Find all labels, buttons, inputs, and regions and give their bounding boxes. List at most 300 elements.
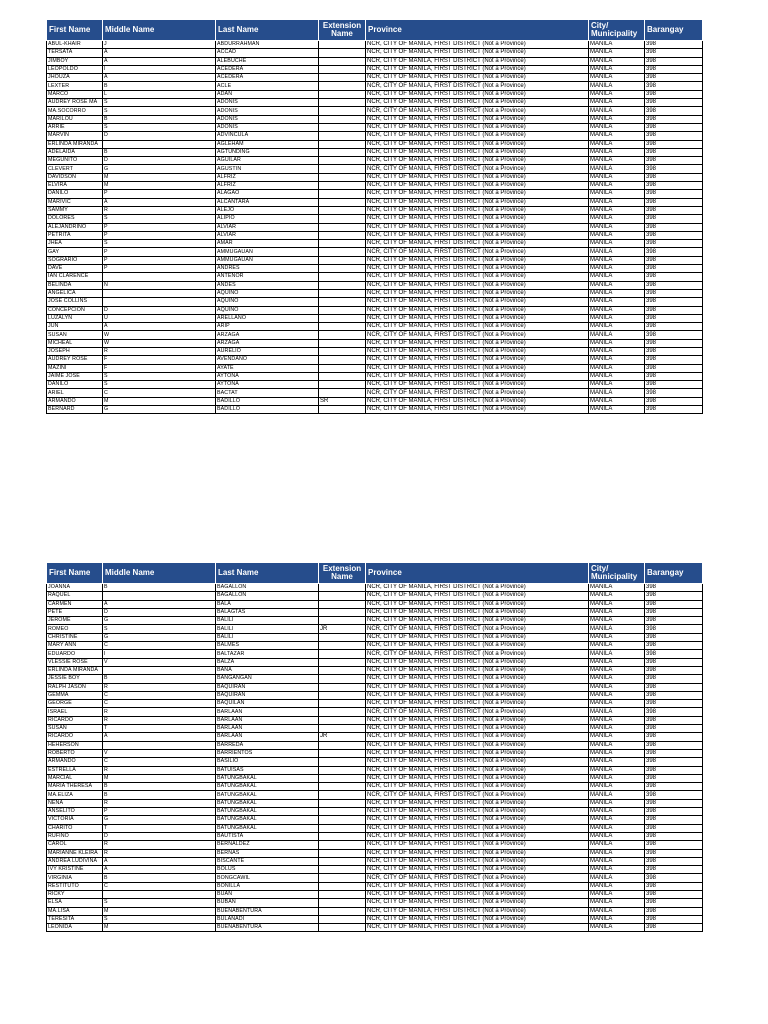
city-cell: MANILA <box>589 41 645 49</box>
extension-name-cell <box>319 65 366 73</box>
header-province: Province <box>366 563 589 584</box>
barangay-cell: 398 <box>645 123 703 131</box>
province-cell: NCR, CITY OF MANILA, FIRST DISTRICT (Not a Province) <box>366 592 589 600</box>
barangay-cell: 398 <box>645 347 703 355</box>
first-name-cell: JUN <box>47 323 103 331</box>
last-name-cell: BATUNGBAKAL <box>216 783 319 791</box>
table-row <box>47 899 703 907</box>
city-cell: MANILA <box>589 182 645 190</box>
first-name-cell: PETE <box>47 608 103 616</box>
last-name-cell: ANTENOR <box>216 273 319 281</box>
middle-name-cell <box>103 273 216 281</box>
barangay-cell: 398 <box>645 49 703 57</box>
table-row <box>47 314 703 322</box>
last-name-cell: BALAGTAS <box>216 608 319 616</box>
header-extension-name: Extension Name <box>319 20 366 41</box>
last-name-cell: BISCANTE <box>216 857 319 865</box>
city-cell: MANILA <box>589 783 645 791</box>
middle-name-cell: C <box>103 389 216 397</box>
province-cell: NCR, CITY OF MANILA, FIRST DISTRICT (Not a Province) <box>366 99 589 107</box>
province-cell: NCR, CITY OF MANILA, FIRST DISTRICT (Not a Province) <box>366 240 589 248</box>
barangay-cell: 398 <box>645 890 703 898</box>
city-cell: MANILA <box>589 658 645 666</box>
province-cell: NCR, CITY OF MANILA, FIRST DISTRICT (Not a Province) <box>366 741 589 749</box>
header-barangay: Barangay <box>645 563 703 584</box>
barangay-cell: 398 <box>645 642 703 650</box>
middle-name-cell: B <box>103 584 216 592</box>
first-name-cell: RICARDO <box>47 733 103 741</box>
last-name-cell: ARZAGA <box>216 331 319 339</box>
last-name-cell: AYATE <box>216 364 319 372</box>
first-name-cell: ANSELITO <box>47 808 103 816</box>
first-name-cell: JIMBOY <box>47 57 103 65</box>
header-province: Province <box>366 20 589 41</box>
middle-name-cell: C <box>103 758 216 766</box>
barangay-cell: 398 <box>645 808 703 816</box>
middle-name-cell: B <box>103 82 216 90</box>
last-name-cell: ALVIAR <box>216 223 319 231</box>
barangay-cell: 398 <box>645 907 703 915</box>
last-name-cell: BARRIENTOS <box>216 749 319 757</box>
last-name-cell: BARLAAN <box>216 733 319 741</box>
province-cell: NCR, CITY OF MANILA, FIRST DISTRICT (Not a Province) <box>366 625 589 633</box>
middle-name-cell: M <box>103 173 216 181</box>
first-name-cell: ROMEO <box>47 625 103 633</box>
extension-name-cell <box>319 148 366 156</box>
table-row <box>47 874 703 882</box>
middle-name-cell: M <box>103 774 216 782</box>
city-cell: MANILA <box>589 306 645 314</box>
province-cell: NCR, CITY OF MANILA, FIRST DISTRICT (Not a Province) <box>366 364 589 372</box>
first-name-cell: MA.LISA <box>47 907 103 915</box>
first-name-cell: JHEA <box>47 240 103 248</box>
barangay-cell: 398 <box>645 256 703 264</box>
barangay-cell: 398 <box>645 783 703 791</box>
middle-name-cell <box>103 289 216 297</box>
table-row <box>47 766 703 774</box>
barangay-cell: 398 <box>645 182 703 190</box>
barangay-cell: 398 <box>645 700 703 708</box>
province-cell: NCR, CITY OF MANILA, FIRST DISTRICT (Not a Province) <box>366 866 589 874</box>
city-cell: MANILA <box>589 273 645 281</box>
last-name-cell: BAQUILAN <box>216 700 319 708</box>
middle-name-cell: B <box>103 675 216 683</box>
last-name-cell: BALA <box>216 600 319 608</box>
barangay-cell: 398 <box>645 683 703 691</box>
table-row <box>47 774 703 782</box>
last-name-cell: BARLAAN <box>216 725 319 733</box>
city-cell: MANILA <box>589 115 645 123</box>
first-name-cell: JOSEPH <box>47 347 103 355</box>
city-cell: MANILA <box>589 364 645 372</box>
city-cell: MANILA <box>589 406 645 414</box>
province-cell: NCR, CITY OF MANILA, FIRST DISTRICT (Not a Province) <box>366 874 589 882</box>
table-row <box>47 666 703 674</box>
middle-name-cell: M <box>103 397 216 405</box>
first-name-cell: MARCIAL <box>47 774 103 782</box>
city-cell: MANILA <box>589 816 645 824</box>
barangay-cell: 398 <box>645 617 703 625</box>
table-row <box>47 381 703 389</box>
province-cell: NCR, CITY OF MANILA, FIRST DISTRICT (Not a Province) <box>366 248 589 256</box>
extension-name-cell <box>319 924 366 932</box>
last-name-cell: BANGANGAN <box>216 675 319 683</box>
last-name-cell: ALEBUCHE <box>216 57 319 65</box>
table-row <box>47 323 703 331</box>
barangay-cell: 398 <box>645 57 703 65</box>
table-row <box>47 625 703 633</box>
city-cell: MANILA <box>589 700 645 708</box>
middle-name-cell: A <box>103 866 216 874</box>
last-name-cell: ARELLANO <box>216 314 319 322</box>
last-name-cell: ANDES <box>216 281 319 289</box>
first-name-cell: MARIANNE KLEIRA <box>47 849 103 857</box>
city-cell: MANILA <box>589 766 645 774</box>
province-cell: NCR, CITY OF MANILA, FIRST DISTRICT (Not a Province) <box>366 633 589 641</box>
table-row <box>47 49 703 57</box>
province-cell: NCR, CITY OF MANILA, FIRST DISTRICT (Not a Province) <box>366 372 589 380</box>
barangay-cell: 398 <box>645 633 703 641</box>
extension-name-cell <box>319 190 366 198</box>
middle-name-cell: D <box>103 608 216 616</box>
extension-name-cell: JR <box>319 625 366 633</box>
extension-name-cell <box>319 791 366 799</box>
barangay-cell: 398 <box>645 733 703 741</box>
middle-name-cell: R <box>103 683 216 691</box>
first-name-cell: DANILO <box>47 381 103 389</box>
first-name-cell: VIRGINIA <box>47 874 103 882</box>
city-cell: MANILA <box>589 289 645 297</box>
city-cell: MANILA <box>589 675 645 683</box>
middle-name-cell: U <box>103 314 216 322</box>
middle-name-cell <box>103 741 216 749</box>
province-cell: NCR, CITY OF MANILA, FIRST DISTRICT (Not a Province) <box>366 650 589 658</box>
last-name-cell: BULANADI <box>216 915 319 923</box>
first-name-cell: ADELAIDA <box>47 148 103 156</box>
extension-name-cell <box>319 223 366 231</box>
table-row <box>47 758 703 766</box>
extension-name-cell <box>319 57 366 65</box>
last-name-cell: AGTUNDING <box>216 148 319 156</box>
province-cell: NCR, CITY OF MANILA, FIRST DISTRICT (Not a Province) <box>366 824 589 832</box>
province-cell: NCR, CITY OF MANILA, FIRST DISTRICT (Not a Province) <box>366 182 589 190</box>
province-cell: NCR, CITY OF MANILA, FIRST DISTRICT (Not a Province) <box>366 157 589 165</box>
extension-name-cell <box>319 90 366 98</box>
barangay-cell: 398 <box>645 915 703 923</box>
extension-name-cell <box>319 240 366 248</box>
middle-name-cell: L <box>103 90 216 98</box>
barangay-cell: 398 <box>645 791 703 799</box>
middle-name-cell: R <box>103 708 216 716</box>
middle-name-cell: C <box>103 882 216 890</box>
first-name-cell: LUZALYN <box>47 314 103 322</box>
barangay-cell: 398 <box>645 90 703 98</box>
extension-name-cell <box>319 99 366 107</box>
extension-name-cell <box>319 364 366 372</box>
barangay-cell: 398 <box>645 331 703 339</box>
province-cell: NCR, CITY OF MANILA, FIRST DISTRICT (Not a Province) <box>366 173 589 181</box>
middle-name-cell: B <box>103 148 216 156</box>
table-row <box>47 65 703 73</box>
province-cell: NCR, CITY OF MANILA, FIRST DISTRICT (Not a Province) <box>366 298 589 306</box>
barangay-cell: 398 <box>645 584 703 592</box>
last-name-cell: BALMES <box>216 642 319 650</box>
header-middle-name: Middle Name <box>103 20 216 41</box>
table-row <box>47 882 703 890</box>
middle-name-cell: A <box>103 600 216 608</box>
city-cell: MANILA <box>589 298 645 306</box>
first-name-cell: CHARITO <box>47 824 103 832</box>
province-cell: NCR, CITY OF MANILA, FIRST DISTRICT (Not a Province) <box>366 725 589 733</box>
province-cell: NCR, CITY OF MANILA, FIRST DISTRICT (Not a Province) <box>366 281 589 289</box>
province-cell: NCR, CITY OF MANILA, FIRST DISTRICT (Not a Province) <box>366 683 589 691</box>
last-name-cell: AVENDAÑO <box>216 356 319 364</box>
city-cell: MANILA <box>589 725 645 733</box>
middle-name-cell: T <box>103 725 216 733</box>
province-cell: NCR, CITY OF MANILA, FIRST DISTRICT (Not a Province) <box>366 132 589 140</box>
first-name-cell: SUSAN <box>47 725 103 733</box>
first-name-cell: ARMANDO <box>47 397 103 405</box>
province-cell: NCR, CITY OF MANILA, FIRST DISTRICT (Not a Province) <box>366 700 589 708</box>
city-cell: MANILA <box>589 123 645 131</box>
voters-table-2 <box>46 562 703 932</box>
middle-name-cell: B <box>103 115 216 123</box>
city-cell: MANILA <box>589 223 645 231</box>
middle-name-cell: W <box>103 331 216 339</box>
header-middle-name: Middle Name <box>103 563 216 584</box>
middle-name-cell: P <box>103 256 216 264</box>
city-cell: MANILA <box>589 157 645 165</box>
last-name-cell: BAÑA <box>216 666 319 674</box>
extension-name-cell <box>319 406 366 414</box>
table-row <box>47 198 703 206</box>
header-city: City/ Municipality <box>589 563 645 584</box>
table-row <box>47 347 703 355</box>
province-cell: NCR, CITY OF MANILA, FIRST DISTRICT (Not a Province) <box>366 49 589 57</box>
city-cell: MANILA <box>589 841 645 849</box>
barangay-cell: 398 <box>645 356 703 364</box>
extension-name-cell <box>319 866 366 874</box>
table-row <box>47 708 703 716</box>
last-name-cell: AGLEHAM <box>216 140 319 148</box>
first-name-cell: DANILO <box>47 190 103 198</box>
last-name-cell: BUBAN <box>216 899 319 907</box>
table-row <box>47 600 703 608</box>
city-cell: MANILA <box>589 173 645 181</box>
city-cell: MANILA <box>589 107 645 115</box>
city-cell: MANILA <box>589 356 645 364</box>
table-row <box>47 265 703 273</box>
first-name-cell: TERESITA <box>47 915 103 923</box>
province-cell: NCR, CITY OF MANILA, FIRST DISTRICT (Not a Province) <box>366 791 589 799</box>
city-cell: MANILA <box>589 633 645 641</box>
barangay-cell: 398 <box>645 223 703 231</box>
barangay-cell: 398 <box>645 173 703 181</box>
table-row <box>47 215 703 223</box>
table-row <box>47 41 703 49</box>
first-name-cell: SUSAN <box>47 331 103 339</box>
first-name-cell: MA.ELIZA <box>47 791 103 799</box>
barangay-cell: 398 <box>645 339 703 347</box>
barangay-cell: 398 <box>645 372 703 380</box>
table-row <box>47 584 703 592</box>
middle-name-cell: A <box>103 198 216 206</box>
city-cell: MANILA <box>589 132 645 140</box>
table-row <box>47 206 703 214</box>
province-cell: NCR, CITY OF MANILA, FIRST DISTRICT (Not a Province) <box>366 206 589 214</box>
city-cell: MANILA <box>589 256 645 264</box>
city-cell: MANILA <box>589 874 645 882</box>
province-cell: NCR, CITY OF MANILA, FIRST DISTRICT (Not a Province) <box>366 675 589 683</box>
barangay-cell: 398 <box>645 115 703 123</box>
province-cell: NCR, CITY OF MANILA, FIRST DISTRICT (Not a Province) <box>366 356 589 364</box>
province-cell: NCR, CITY OF MANILA, FIRST DISTRICT (Not a Province) <box>366 600 589 608</box>
middle-name-cell: V <box>103 749 216 757</box>
table-row <box>47 783 703 791</box>
first-name-cell: GAY <box>47 248 103 256</box>
first-name-cell: SAMMY <box>47 206 103 214</box>
table-row <box>47 165 703 173</box>
province-cell: NCR, CITY OF MANILA, FIRST DISTRICT (Not a Province) <box>366 389 589 397</box>
extension-name-cell <box>319 123 366 131</box>
first-name-cell: AUDREY ROSE MA <box>47 99 103 107</box>
first-name-cell: VLESSIE ROSE <box>47 658 103 666</box>
table-row <box>47 824 703 832</box>
extension-name-cell <box>319 650 366 658</box>
middle-name-cell: R <box>103 766 216 774</box>
first-name-cell: ABUL-KHAIR <box>47 41 103 49</box>
middle-name-cell: N <box>103 281 216 289</box>
last-name-cell: ACEDERA <box>216 74 319 82</box>
table-row <box>47 148 703 156</box>
header-extension-name: Extension Name <box>319 563 366 584</box>
last-name-cell: ALIPIO <box>216 215 319 223</box>
table-row <box>47 849 703 857</box>
province-cell: NCR, CITY OF MANILA, FIRST DISTRICT (Not a Province) <box>366 915 589 923</box>
province-cell: NCR, CITY OF MANILA, FIRST DISTRICT (Not a Province) <box>366 882 589 890</box>
city-cell: MANILA <box>589 808 645 816</box>
table-row <box>47 924 703 932</box>
middle-name-cell <box>103 890 216 898</box>
extension-name-cell <box>319 231 366 239</box>
city-cell: MANILA <box>589 206 645 214</box>
barangay-cell: 398 <box>645 132 703 140</box>
barangay-cell: 398 <box>645 397 703 405</box>
first-name-cell: TERSATA <box>47 49 103 57</box>
barangay-cell: 398 <box>645 306 703 314</box>
middle-name-cell: M <box>103 924 216 932</box>
table-row <box>47 642 703 650</box>
city-cell: MANILA <box>589 824 645 832</box>
province-cell: NCR, CITY OF MANILA, FIRST DISTRICT (Not a Province) <box>366 74 589 82</box>
first-name-cell: MARY ANN <box>47 642 103 650</box>
extension-name-cell <box>319 666 366 674</box>
extension-name-cell <box>319 899 366 907</box>
barangay-cell: 398 <box>645 741 703 749</box>
province-cell: NCR, CITY OF MANILA, FIRST DISTRICT (Not a Province) <box>366 774 589 782</box>
table-row <box>47 907 703 915</box>
extension-name-cell <box>319 273 366 281</box>
extension-name-cell <box>319 298 366 306</box>
province-cell: NCR, CITY OF MANILA, FIRST DISTRICT (Not a Province) <box>366 716 589 724</box>
middle-name-cell: R <box>103 716 216 724</box>
province-cell: NCR, CITY OF MANILA, FIRST DISTRICT (Not a Province) <box>366 924 589 932</box>
barangay-cell: 398 <box>645 215 703 223</box>
middle-name-cell: J <box>103 41 216 49</box>
province-cell: NCR, CITY OF MANILA, FIRST DISTRICT (Not a Province) <box>366 140 589 148</box>
header-first-name: First Name <box>47 563 103 584</box>
first-name-cell: MARCO <box>47 90 103 98</box>
middle-name-cell <box>103 298 216 306</box>
first-name-cell: ELVIRA <box>47 182 103 190</box>
last-name-cell: ALEJO <box>216 206 319 214</box>
table-row <box>47 182 703 190</box>
table-row <box>47 231 703 239</box>
last-name-cell: BATUNGBAKAL <box>216 816 319 824</box>
header-row <box>47 20 703 41</box>
extension-name-cell <box>319 608 366 616</box>
last-name-cell: BATUNGBAKAL <box>216 799 319 807</box>
city-cell: MANILA <box>589 190 645 198</box>
extension-name-cell: JR <box>319 733 366 741</box>
middle-name-cell: S <box>103 625 216 633</box>
table-row <box>47 725 703 733</box>
province-cell: NCR, CITY OF MANILA, FIRST DISTRICT (Not a Province) <box>366 406 589 414</box>
extension-name-cell <box>319 256 366 264</box>
extension-name-cell <box>319 182 366 190</box>
first-name-cell: ALEJANDRINO <box>47 223 103 231</box>
extension-name-cell <box>319 140 366 148</box>
last-name-cell: ANDRES <box>216 265 319 273</box>
province-cell: NCR, CITY OF MANILA, FIRST DISTRICT (Not a Province) <box>366 617 589 625</box>
extension-name-cell <box>319 874 366 882</box>
barangay-cell: 398 <box>645 882 703 890</box>
first-name-cell: ROBERTO <box>47 749 103 757</box>
last-name-cell: AMAR <box>216 240 319 248</box>
city-cell: MANILA <box>589 642 645 650</box>
table-row <box>47 741 703 749</box>
province-cell: NCR, CITY OF MANILA, FIRST DISTRICT (Not a Province) <box>366 41 589 49</box>
extension-name-cell <box>319 206 366 214</box>
barangay-cell: 398 <box>645 857 703 865</box>
first-name-cell: DOLORES <box>47 215 103 223</box>
middle-name-cell: F <box>103 356 216 364</box>
extension-name-cell <box>319 347 366 355</box>
extension-name-cell <box>319 289 366 297</box>
first-name-cell: MARILOU <box>47 115 103 123</box>
first-name-cell: MARVIN <box>47 132 103 140</box>
barangay-cell: 398 <box>645 99 703 107</box>
middle-name-cell: S <box>103 123 216 131</box>
middle-name-cell: P <box>103 231 216 239</box>
extension-name-cell <box>319 600 366 608</box>
last-name-cell: BAGALLON <box>216 592 319 600</box>
barangay-cell: 398 <box>645 314 703 322</box>
last-name-cell: BONGCAWIL <box>216 874 319 882</box>
extension-name-cell <box>319 281 366 289</box>
province-cell: NCR, CITY OF MANILA, FIRST DISTRICT (Not a Province) <box>366 841 589 849</box>
last-name-cell: BARLAAN <box>216 708 319 716</box>
extension-name-cell <box>319 857 366 865</box>
last-name-cell: AQUINO <box>216 289 319 297</box>
first-name-cell: MICHEAL <box>47 339 103 347</box>
middle-name-cell: S <box>103 899 216 907</box>
table-row <box>47 406 703 414</box>
first-name-cell: RAQUEL <box>47 592 103 600</box>
last-name-cell: ARZAGA <box>216 339 319 347</box>
last-name-cell: ADONIS <box>216 107 319 115</box>
table-row <box>47 691 703 699</box>
